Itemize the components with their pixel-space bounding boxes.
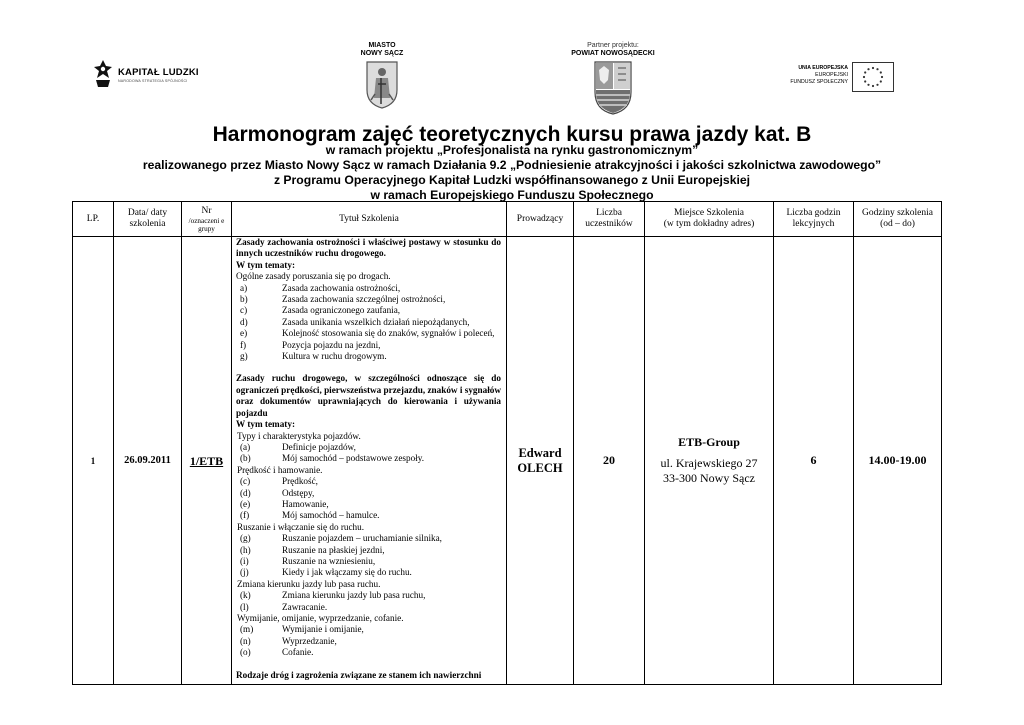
subtitle-line-3: z Programu Operacyjnego Kapitał Ludzki współfinansowanego z Unii Europejskiej xyxy=(273,173,751,187)
list-item-text: Zasada unikania wszelkich działań niepożądanych, xyxy=(282,316,470,327)
list-item-text: Zmiana kierunku jazdy lub pasa ruchu, xyxy=(282,590,426,601)
list-item xyxy=(236,340,501,351)
kapital-ludzki-name: KAPITAŁ LUDZKI xyxy=(118,67,199,78)
powiat-nowosadecki-logo xyxy=(548,42,678,116)
eu-efs-logo xyxy=(778,62,894,92)
list-item xyxy=(236,317,501,328)
section1-intro: Zasady zachowania ostrożności i właściwej postawy w stosunku do innych uczestników ruchu drogowego. xyxy=(236,237,501,259)
table-row xyxy=(73,237,942,685)
list-item-text: Ruszanie na wzniesieniu, xyxy=(282,555,376,566)
nowy-sacz-coat-of-arms-icon xyxy=(365,60,399,110)
section1-list xyxy=(236,283,501,363)
header-group-nr xyxy=(182,202,232,237)
list-item-text: Cofanie. xyxy=(282,647,314,658)
list-item-marker: f) xyxy=(240,339,247,350)
list-item-marker: (h) xyxy=(240,544,251,555)
list-item-marker: (m) xyxy=(240,624,254,635)
list-item xyxy=(236,647,501,658)
list-item-text: Wyprzedzanie, xyxy=(282,635,337,646)
list-item-text: Ruszanie na płaskiej jezdni, xyxy=(282,544,385,555)
list-item-marker: g) xyxy=(240,351,248,362)
list-item-marker: b) xyxy=(240,294,248,305)
cell-topic xyxy=(232,237,507,685)
list-item-text: Prędkość, xyxy=(282,476,318,487)
document-title: Harmonogram zajęć teoretycznych kursu prawa jazdy kat. B xyxy=(212,123,812,146)
list-item xyxy=(236,590,501,601)
list-item-text: Wymijanie i omijanie, xyxy=(282,624,364,635)
topic-group-title: Ruszanie i włączanie się do ruchu. xyxy=(237,521,365,532)
list-item-marker: (n) xyxy=(240,635,251,646)
header-lp: LP. xyxy=(73,202,114,237)
list-item xyxy=(236,442,501,453)
schedule-table xyxy=(72,201,942,685)
list-item-text: Zawracanie. xyxy=(282,601,328,612)
list-item-marker: a) xyxy=(240,282,248,293)
list-item xyxy=(236,533,501,544)
header-time-label: Godziny szkolenia xyxy=(862,208,933,218)
list-item-marker: c) xyxy=(240,305,248,316)
city-label-line1: MIASTO xyxy=(368,42,396,49)
list-item xyxy=(236,602,501,613)
powiat-coat-of-arms-icon xyxy=(593,60,633,116)
cell-date: 26.09.2011 xyxy=(114,237,182,685)
topic-group-title: Zmiana kierunku jazdy lub pasa ruchu. xyxy=(237,578,381,589)
list-item-marker: (b) xyxy=(240,453,251,464)
list-item-marker: e) xyxy=(240,328,248,339)
list-item-text: Kolejność stosowania się do znaków, sygnałów i poleceń, xyxy=(282,328,495,339)
section1-lead: Ogólne zasady poruszania się po drogach. xyxy=(236,271,391,282)
table-header-row xyxy=(73,202,942,237)
kapital-ludzki-subtitle: NARODOWA STRATEGIA SPÓJNOŚCI xyxy=(118,79,188,83)
header-group-nr-label: Nr xyxy=(201,205,212,216)
group-id: 1/ETB xyxy=(189,453,224,468)
list-item-text: Mój samochód – podstawowe zespoły. xyxy=(282,453,425,464)
cell-place xyxy=(645,237,774,685)
list-item-marker: (f) xyxy=(240,510,250,521)
list-item-marker: (d) xyxy=(240,487,251,498)
list-item-text: Ruszanie pojazdem – uruchamianie silnika, xyxy=(282,533,442,544)
header-participants: Liczba uczestników xyxy=(574,202,645,237)
list-item-text: Kultura w ruchu drogowym. xyxy=(282,351,387,362)
eu-label-line3: FUNDUSZ SPOŁECZNY xyxy=(790,79,848,85)
header-date: Data/ daty szkolenia xyxy=(114,202,182,237)
topic-group-title: Wymijanie, omijanie, wyprzedzanie, cofanie. xyxy=(237,613,404,623)
kapital-ludzki-mark-icon xyxy=(92,58,114,88)
list-item-text: Pozycja pojazdu na jezdni, xyxy=(282,339,381,350)
list-item-marker: (l) xyxy=(240,601,249,612)
partner-label: Partner projektu: xyxy=(587,42,639,49)
header-topic: Tytuł Szkolenia xyxy=(232,202,507,237)
header-time xyxy=(854,202,942,237)
list-item xyxy=(236,624,501,635)
list-item xyxy=(236,488,501,499)
list-item-marker: (i) xyxy=(240,555,249,566)
list-item xyxy=(236,556,501,567)
partner-name: POWIAT NOWOSĄDECKI xyxy=(571,50,655,57)
cell-participants: 20 xyxy=(574,237,645,685)
list-item xyxy=(236,567,501,578)
list-item-marker: (c) xyxy=(240,476,251,487)
list-item-marker: (a) xyxy=(240,441,251,452)
list-item-text: Zasada ograniczonego zaufania, xyxy=(282,305,401,316)
place-city: 33-300 Nowy Sącz xyxy=(663,471,755,485)
topic-group-title: Typy i charakterystyka pojazdów. xyxy=(237,430,361,441)
section1-heading: W tym tematy: xyxy=(236,259,296,270)
list-item xyxy=(236,636,501,647)
city-label-line2: NOWY SĄCZ xyxy=(360,50,404,57)
list-item xyxy=(236,476,501,487)
list-item xyxy=(236,453,501,464)
list-item-marker: (j) xyxy=(240,567,249,578)
list-item xyxy=(236,328,501,339)
list-item-text: Hamowanie, xyxy=(282,498,329,509)
list-item-marker: d) xyxy=(240,316,248,327)
section2-heading: W tym tematy: xyxy=(236,419,296,430)
header-group-nr-sub: /oznaczeni e grupy xyxy=(188,216,225,233)
eu-label-line1: UNIA EUROPEJSKA xyxy=(798,65,848,71)
header-time-sub: (od – do) xyxy=(880,219,915,229)
eu-label-line2: EUROPEJSKI xyxy=(815,72,848,78)
list-item-text: Mój samochód – hamulce. xyxy=(282,510,380,521)
list-item xyxy=(236,510,501,521)
header-teacher: Prowadzący xyxy=(507,202,574,237)
list-item xyxy=(236,294,501,305)
eu-flag-icon xyxy=(852,62,894,92)
list-item-text: Kiedy i jak włączamy się do ruchu. xyxy=(282,567,412,578)
list-item xyxy=(236,545,501,556)
kapital-ludzki-logo xyxy=(92,58,207,90)
section2-intro: Zasady ruchu drogowego, w szczególności odnoszące się do ograniczeń prędkości, pierwszeństwa przejazdu, znaków i sygnałów oraz dokumentów uprawniających do kierowania i używania pojazdu xyxy=(236,373,501,418)
subtitle-line-1: w ramach projektu „Profesjonalista na rynku gastronomicznym” xyxy=(325,143,699,157)
place-street: ul. Krajewskiego 27 xyxy=(660,456,758,470)
section2-list xyxy=(236,431,501,659)
list-item-text: Odstępy, xyxy=(282,487,315,498)
list-item-marker: (o) xyxy=(240,647,251,658)
subtitle-line-2: realizowanego przez Miasto Nowy Sącz w ramach Działania 9.2 „Podniesienie atrakcyjności i jakości szkolnictwa zawodowego” xyxy=(142,158,882,172)
header-hours: Liczba godzin lekcyjnych xyxy=(774,202,854,237)
topic-content xyxy=(232,237,506,683)
nowy-sacz-logo xyxy=(352,42,412,110)
subtitle-line-4: w ramach Europejskiego Funduszu Społecznego xyxy=(370,188,654,202)
list-item xyxy=(236,305,501,316)
cell-lp: 1 xyxy=(73,237,114,685)
header-place-label: Miejsce Szkolenia xyxy=(674,208,744,218)
topic-group-title: Prędkość i hamowanie. xyxy=(237,464,323,475)
list-item-text: Zasada zachowania ostrożności, xyxy=(282,282,401,293)
list-item-text: Zasada zachowania szczególnej ostrożności, xyxy=(282,294,446,305)
cell-group xyxy=(182,237,232,685)
list-item xyxy=(236,351,501,362)
list-item-marker: (k) xyxy=(240,590,251,601)
header-place-sub: (w tym dokładny adres) xyxy=(663,219,755,229)
place-name: ETB-Group xyxy=(678,435,740,449)
header-place xyxy=(645,202,774,237)
cell-hours: 6 xyxy=(774,237,854,685)
list-item xyxy=(236,283,501,294)
cell-teacher: Edward OLECH xyxy=(507,237,574,685)
section3-intro: Rodzaje dróg i zagrożenia związane ze stanem ich nawierzchni xyxy=(236,669,482,680)
list-item-marker: (e) xyxy=(240,498,251,509)
list-item-marker: (g) xyxy=(240,533,251,544)
cell-time: 14.00-19.00 xyxy=(854,237,942,685)
list-item xyxy=(236,499,501,510)
list-item-text: Definicje pojazdów, xyxy=(282,441,356,452)
